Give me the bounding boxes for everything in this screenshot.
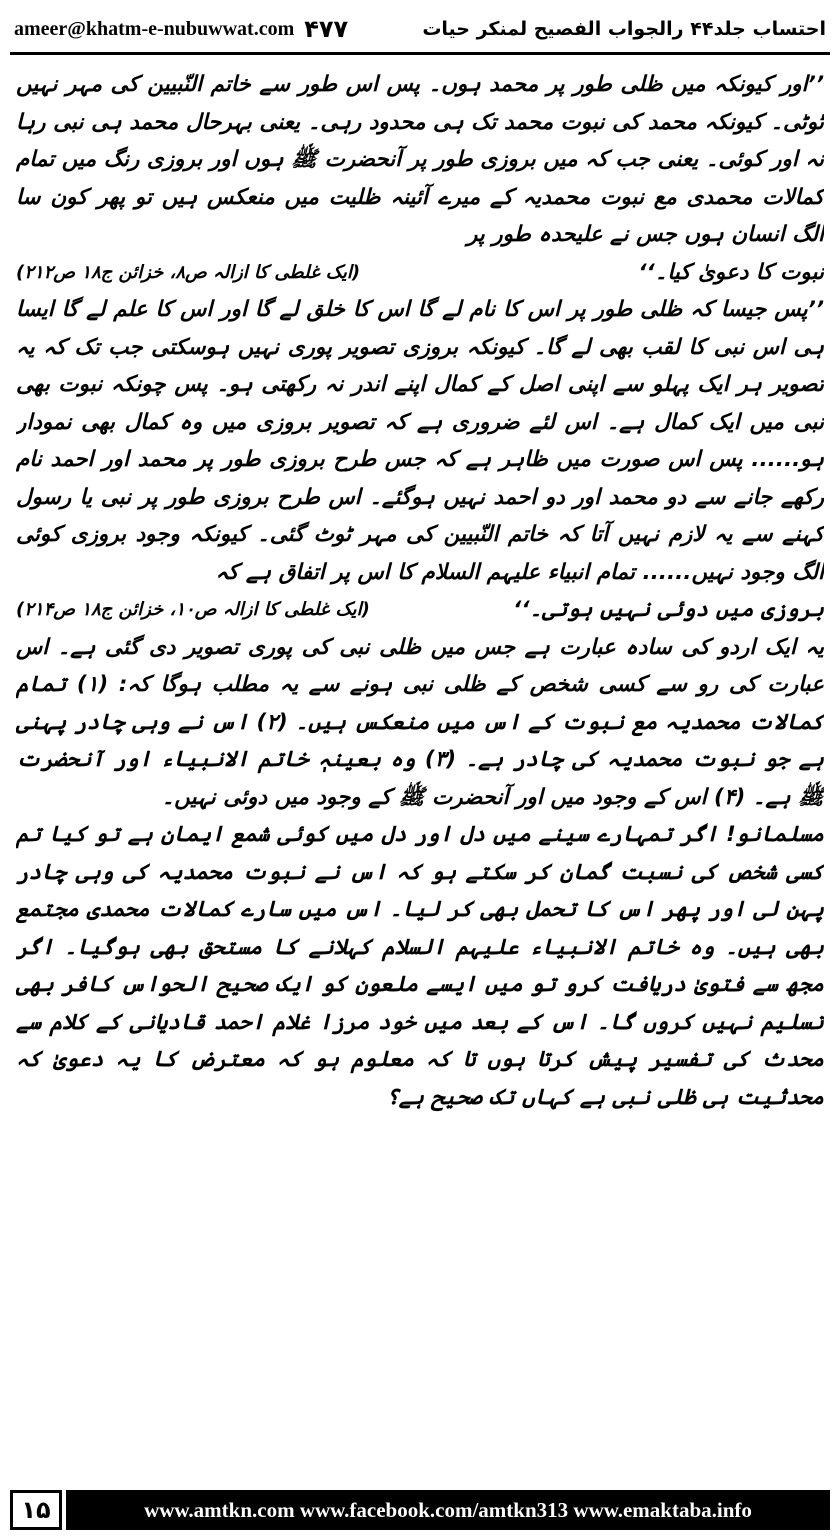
header-page-number: ۴۷۷	[304, 15, 349, 43]
header-left	[14, 15, 348, 43]
paragraph-2: ’’پس جیسا کہ ظلی طور پر اس کا نام لے گا اس کا خلق لے گا اور اس کا علم لے گا ایسا ہی اس نبی کا لقب بھی لے گا۔ کیونکہ بروزی تصویر پوری نہیں ہوسکتی جب تک کہ یہ تصویر ہر ایک پہلو سے اپنی اصل کے کمال اپنے اندر نہ رکھتی ہو۔ پس چونکہ نبوت بھی نبی میں ایک کمال ہے۔ اس لئے ضروری ہے کہ تصویر بروزی میں وہ کمال بھی نمودار ہو...... پس اس صورت میں ظاہر ہے کہ جس طرح بروزی طور پر محمد اور احمد نام رکھے جانے سے دو محمد اور دو احمد نہیں ہوگئے۔ اس طرح بروزی طور پر نبی یا رسول کہنے سے یہ لازم نہیں آتا کہ خاتم النّبیین کی مہر ٹوٹ گئی۔ کیونکہ وجود بروزی کوئی الگ وجود نہیں...... تمام انبیاء علیہم السلام کا اس پر اتفاق ہے کہ	[16, 297, 824, 585]
quote-reference-2	[16, 591, 824, 629]
header-email: ameer@khatm-e-nubuwwat.com	[14, 17, 295, 40]
page-header	[14, 10, 826, 48]
paragraph-4: مسلمانو! اگر تمہارے سینے میں دل اور دل میں کوئی شمع ایمان ہے تو کیا تم کسی شخص کی نسبت گمان کر سکتے ہو کہ اس نے نبوت محمدیہ کی وہی چادر پہن لی اور پھر اس کا تحمل بھی کر لیا۔ اس میں سارے کمالات محمدی مجتمع بھی ہیں۔ وہ خاتم الانبیاء علیہم السلام کہلانے کا مستحق بھی ہوگیا۔ اگر مجھ سے فتویٰ دریافت کرو تو میں ایسے ملعون کو ایک صحیح الحواس کافر بھی تسلیم نہیں کروں گا۔ اس کے بعد میں خود مرزا غلام احمد قادیانی کے کلام سے محدث کی تفسیر پیش کرتا ہوں تا کہ معلوم ہو کہ معترض کا یہ دعویٰ کہ محدثیت ہی ظلی نبی ہے کہاں تک صحیح ہے؟	[16, 822, 824, 1110]
footer-page-number: ۱۵	[10, 1490, 62, 1530]
header-rule	[10, 52, 830, 55]
footer-links: www.amtkn.com www.facebook.com/amtkn313 www.emaktaba.info	[66, 1490, 830, 1530]
quote-reference-1	[16, 254, 824, 292]
page-body	[16, 66, 824, 1462]
citation-2: (ایک غلطی کا ازالہ ص۱۰، خزائن ج۱۸ ص۲۱۴)	[16, 599, 370, 620]
citation-1: (ایک غلطی کا ازالہ ص۸، خزائن ج۱۸ ص۲۱۲)	[16, 261, 361, 283]
paragraph-3: یہ ایک اردو کی سادہ عبارت ہے جس میں ظلی نبی کی پوری تصویر دی گئی ہے۔ اس عبارت کی رو سے کسی شخص کے ظلی نبی ہونے سے یہ مطلب ہوگا کہ: (۱) تمام کمالات محمدیہ مع نبوت کے اس میں منعکس ہیں۔ (۲) اس نے وہی چادر پہنی ہے جو نبوت محمدیہ کی چادر ہے۔ (۳) وہ بعینہٖ خاتم الانبیاء اور آنحضرت ﷺ ہے۔ (۴) اس کے وجود میں اور آنحضرت ﷺ کے وجود میں دوئی نہیں۔	[16, 634, 824, 810]
paragraph-1: ’’اور کیونکہ میں ظلی طور پر محمد ہوں۔ پس اس طور سے خاتم النّبیین کی مہر نہیں ٹوٹی۔ کیونکہ محمد کی نبوت محمد تک ہی محدود رہی۔ یعنی بہرحال محمد ہی نبی رہا نہ اور کوئی۔ یعنی جب کہ میں بروزی طور پر آنحضرت ﷺ ہوں اور بروزی رنگ میں تمام کمالات محمدی مع نبوت محمدیہ کے میرے آئینہ ظلیت میں منعکس ہیں تو پھر کون سا الگ انسان ہوں جس نے علیحدہ طور پر	[16, 72, 824, 247]
quote-end-1: نبوت کا دعویٰ کیا۔‘‘	[638, 259, 824, 285]
quote-end-2: بروزی میں دوئی نہیں ہوتی۔‘‘	[513, 597, 824, 622]
header-title: احتساب جلد۴۴ رالجواب الفصیح لمنکر حیات	[422, 18, 826, 40]
page-footer	[10, 1488, 830, 1532]
